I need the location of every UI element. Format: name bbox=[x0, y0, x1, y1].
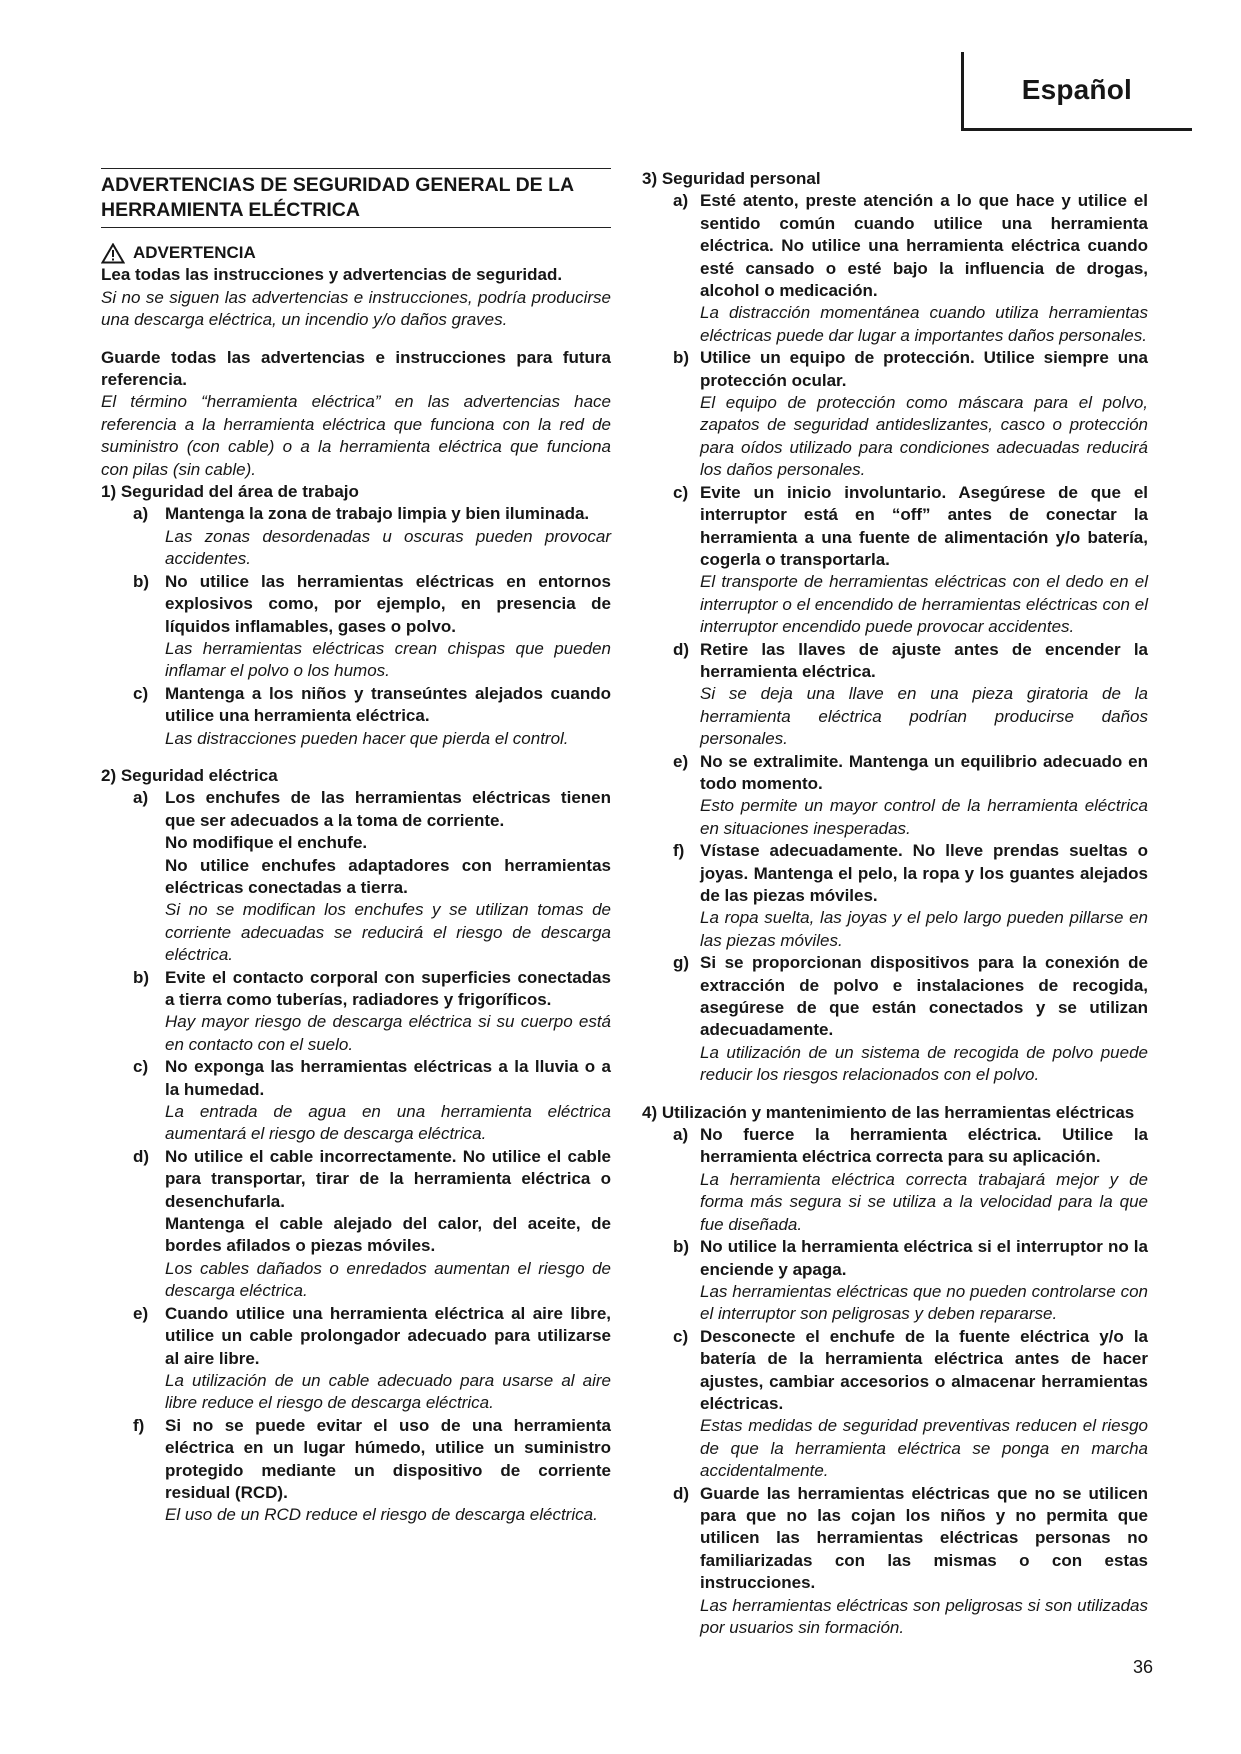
personal-item-g-note: La utilización de un sistema de recogida de polvo puede reducir los riesgos relacionados con el polvo. bbox=[700, 1042, 1148, 1085]
personal-item-f-note: La ropa suelta, las joyas y el pelo largo pueden pillarse en las piezas móviles. bbox=[700, 908, 1148, 950]
section-heading-electrical: 2) Seguridad eléctrica bbox=[101, 765, 278, 785]
personal-item-e-note: Esto permite un mayor control de la herramienta eléctrica en situaciones inesperadas. bbox=[700, 796, 1148, 838]
electrical-item-a-extra: No modifique el enchufe. bbox=[165, 833, 368, 853]
work-area-item-b-note: Las herramientas eléctricas crean chispas que pueden inflamar el polvo o los humos. bbox=[165, 638, 611, 681]
warning-heading bbox=[101, 242, 611, 264]
language-label: Español bbox=[1021, 74, 1132, 105]
personal-item-d: d) Retire las llaves de ajuste antes de encender la herramienta eléctrica. bbox=[673, 639, 1148, 681]
electrical-item-e: e) Cuando utilice una herramienta eléctrica al aire libre, utilice un cable prolongador adecuado para utilizarse al aire libre. bbox=[133, 1303, 611, 1368]
electrical-item-a-extra2: No utilice enchufes adaptadores con herramientas eléctricas conectadas a tierra. bbox=[165, 855, 611, 897]
electrical-item-c-note: La entrada de agua en una herramienta eléctrica aumentará el riesgo de descarga eléctrica. bbox=[165, 1102, 611, 1144]
tool-use-item-d: d) Guarde las herramientas eléctricas que no se utilicen para que no las cojan los niños y no permita que utilicen las herramientas eléctricas personas no familiarizadas con las mismas o con estas instrucciones. bbox=[673, 1483, 1148, 1593]
electrical-item-a: a) Los enchufes de las herramientas eléctricas tienen que ser adecuados a la toma de corriente. bbox=[133, 788, 611, 830]
section-heading-tool-use: 4) Utilización y mantenimiento de las herramientas eléctricas bbox=[642, 1102, 1135, 1122]
section-heading-personal: 3) Seguridad personal bbox=[642, 169, 821, 188]
warning-label: ADVERTENCIA bbox=[133, 243, 256, 262]
electrical-item-f: f) Si no se puede evitar el uso de una herramienta eléctrica en un lugar húmedo, utilice un suministro protegido mediante un dispositivo de corriente residual (RCD). bbox=[133, 1415, 611, 1502]
personal-item-f: f) Vístase adecuadamente. No lleve prendas sueltas o joyas. Mantenga el pelo, la ropa y los guantes alejados de las piezas móviles. bbox=[673, 841, 1148, 905]
electrical-item-d-extra: Mantenga el cable alejado del calor, del aceite, de bordes afilados o piezas móviles. bbox=[165, 1214, 611, 1256]
electrical-item-d-note: Los cables dañados o enredados aumentan el riesgo de descarga eléctrica. bbox=[165, 1258, 611, 1301]
left-column bbox=[101, 168, 611, 1527]
personal-item-b: b) Utilice un equipo de protección. Utilice siempre una protección ocular. bbox=[673, 348, 1148, 390]
electrical-item-d: d) No utilice el cable incorrectamente. No utilice el cable para transportar, tirar de la herramienta eléctrica o desenchufarla. bbox=[133, 1146, 611, 1211]
work-area-item-c-note: Las distracciones pueden hacer que pierda el control. bbox=[165, 728, 569, 748]
warning-italic-text: Si no se siguen las advertencias e instrucciones, podría producirse una descarga eléctrica, un incendio y/o daños graves. bbox=[101, 287, 611, 330]
keep-instructions-text: Guarde todas las advertencias e instrucciones para futura referencia. bbox=[101, 347, 611, 390]
personal-item-d-note: Si se deja una llave en una pieza giratoria de la herramienta eléctrica podrían producirse daños personales. bbox=[700, 684, 1148, 749]
personal-item-g: g) Si se proporcionan dispositivos para la conexión de extracción de polvo e instalaciones de recogida, asegúrese de que están conectados y se utilizan adecuadamente. bbox=[673, 953, 1148, 1040]
electrical-item-b: b) Evite el contacto corporal con superficies conectadas a tierra como tuberías, radiadores y frigoríficos. bbox=[133, 967, 611, 1009]
term-definition-text: El término “herramienta eléctrica” en las advertencias hace referencia a la herramienta eléctrica que funciona con la red de suministro (con cable) o a la herramienta eléctrica que funciona con pilas (sin cable). bbox=[101, 392, 611, 479]
language-tab bbox=[961, 52, 1192, 131]
electrical-item-b-note: Hay mayor riesgo de descarga eléctrica si su cuerpo está en contacto con el suelo. bbox=[165, 1012, 611, 1054]
tool-use-item-c-note: Estas medidas de seguridad preventivas reducen el riesgo de que la herramienta eléctrica se ponga en marcha accidentalmente. bbox=[700, 1416, 1148, 1481]
tool-use-item-b-note: Las herramientas eléctricas que no pueden controlarse con el interruptor son peligrosas y deben repararse. bbox=[700, 1281, 1148, 1324]
electrical-item-c: c) No exponga las herramientas eléctricas a la lluvia o a la humedad. bbox=[133, 1057, 611, 1099]
right-column bbox=[642, 168, 1148, 1639]
page-number: 36 bbox=[1133, 1657, 1154, 1677]
electrical-item-a-note: Si no se modifican los enchufes y se utilizan tomas de corriente adecuadas se reducirá el riesgo de descarga eléctrica. bbox=[165, 900, 611, 965]
warning-bold-text: Lea todas las instrucciones y advertencias de seguridad. bbox=[101, 265, 563, 285]
electrical-item-f-note: El uso de un RCD reduce el riesgo de descarga eléctrica. bbox=[165, 1505, 598, 1525]
personal-item-c: c) Evite un inicio involuntario. Asegúrese de que el interruptor está en “off” antes de conectar la herramienta a una fuente de alimentación y/o batería, cogerla o transportarla. bbox=[673, 482, 1148, 569]
tool-use-item-d-note: Las herramientas eléctricas son peligrosas si son utilizadas por usuarios sin formación. bbox=[700, 1595, 1148, 1637]
work-area-item-a-note: Las zonas desordenadas u oscuras pueden provocar accidentes. bbox=[165, 526, 611, 569]
section-heading-work-area: 1) Seguridad del área de trabajo bbox=[101, 482, 359, 502]
personal-item-c-note: El transporte de herramientas eléctricas con el dedo en el interruptor o el encendido de herramientas eléctricas con el interruptor encendido puede provocar accidentes. bbox=[700, 572, 1148, 637]
personal-item-a: a) Esté atento, preste atención a lo que hace y utilice el sentido común cuando utilice una herramienta eléctrica. No utilice una herramienta eléctrica cuando esté cansado o esté bajo la influencia de drogas, alcohol o medicación. bbox=[673, 191, 1148, 301]
warning-triangle-icon bbox=[101, 243, 125, 264]
personal-item-b-note: El equipo de protección como máscara para el polvo, zapatos de seguridad antideslizantes, casco o protección para oídos utilizado para condiciones adecuadas reducirá los daños personales. bbox=[700, 393, 1148, 480]
personal-item-a-note: La distracción momentánea cuando utiliza herramientas eléctricas puede dar lugar a importantes daños personales. bbox=[700, 303, 1148, 345]
section-title: ADVERTENCIAS DE SEGURIDAD GENERAL DE LA HERRAMIENTA ELÉCTRICA bbox=[101, 168, 611, 228]
electrical-item-e-note: La utilización de un cable adecuado para usarse al aire libre reduce el riesgo de descarga eléctrica. bbox=[165, 1370, 611, 1413]
tool-use-item-c: c) Desconecte el enchufe de la fuente eléctrica y/o la batería de la herramienta eléctrica antes de hacer ajustes, cambiar accesorios o almacenar herramientas eléctricas. bbox=[673, 1326, 1148, 1413]
tool-use-item-a-note: La herramienta eléctrica correcta trabajará mejor y de forma más segura si se utiliza a la velocidad para la que fue diseñada. bbox=[700, 1169, 1148, 1234]
personal-item-e: e) No se extralimite. Mantenga un equilibrio adecuado en todo momento. bbox=[673, 751, 1148, 793]
tool-use-item-a: a) No fuerce la herramienta eléctrica. Utilice la herramienta eléctrica correcta para su aplicación. bbox=[673, 1125, 1148, 1167]
work-area-item-b: b) No utilice las herramientas eléctricas en entornos explosivos como, por ejemplo, en presencia de líquidos inflamables, gases o polvo. bbox=[133, 571, 611, 636]
tool-use-item-b: b) No utilice la herramienta eléctrica si el interruptor no la enciende y apaga. bbox=[673, 1237, 1148, 1279]
work-area-item-c: c) Mantenga a los niños y transeúntes alejados cuando utilice una herramienta eléctrica. bbox=[133, 683, 611, 726]
work-area-item-a: a) Mantenga la zona de trabajo limpia y bien iluminada. bbox=[133, 504, 590, 524]
